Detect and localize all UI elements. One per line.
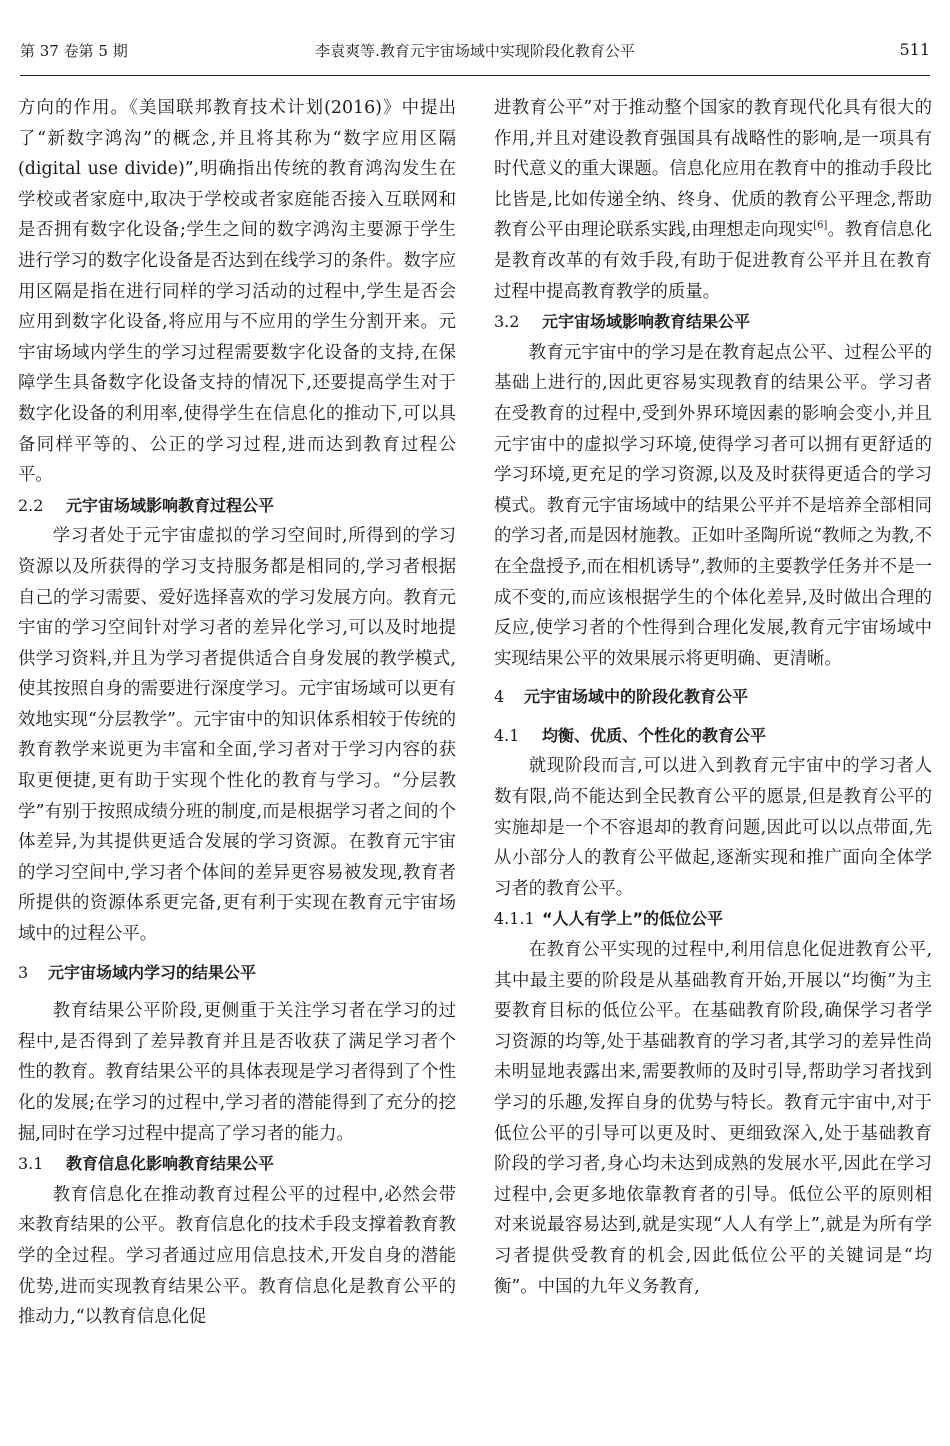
running-title: 李袁爽等.教育元宇宙场域中实现阶段化教育公平 <box>315 42 635 60</box>
header-rule <box>20 75 930 76</box>
paragraph-low-level-fairness: 在教育公平实现的过程中,利用信息化促进教育公平,其中最主要的阶段是从基础教育开始,开展以“均衡”为主要教育目标的低位公平。在基础教育阶段,确保学习者学习资源的均等,处于基础教育的学习者,其学习的差异性尚未明显地表露出来,需要教师的及时引导,帮助学习者找到学习的乐趣,发挥自身的优势与特长。教育元宇宙中,对于低位公平的引导可以更及时、更细致深入,处于基础教育阶段的学习者,身心均未达到成熟的发展水平,因此在学习过程中,会更多地依靠教育者的引导。低位公平的原则相对来说最容易达到,就是实现“人人有学上”,就是为所有学习者提供受教育的机会,因此低位公平的关键词是“均衡”。中国的九年义务教育, <box>494 940 932 1297</box>
paragraph-result-fairness-intro: 教育结果公平阶段,更侧重于关注学习者在学习的过程中,是否得到了差异教育并且是否收获了满足学习者个性的教育。教育结果公平的具体表现是学习者得到了个性化的发展;在学习的过程中,学习者的潜能得到了充分的挖掘,同时在学习过程中提高了学习者的能力。 <box>18 1001 456 1144</box>
running-header <box>20 40 930 72</box>
section-title: 元宇宙场域影响教育结果公平 <box>542 312 751 332</box>
right-column <box>494 93 932 1302</box>
section-number: 3.2 <box>494 312 520 332</box>
citation-ref: [6] <box>813 220 828 232</box>
section-number: 3 <box>18 962 29 982</box>
journal-volume-issue: 第 37 卷第 5 期 <box>20 42 128 60</box>
section-heading-4-1 <box>494 721 932 752</box>
section-title: 教育信息化影响教育结果公平 <box>66 1154 275 1174</box>
section-title: 元宇宙场域影响教育过程公平 <box>66 495 275 515</box>
paragraph-digital-use-divide: 方向的作用。《美国联邦教育技术计划(2016)》中提出了“新数字鸿沟”的概念,并且将其称为“数字应用区隔(digital use divide)”,明确指出传统的教育鸿沟发生在学校或者家庭中,取决于学校或者家庭能否接入互联网和是否拥有数字化设备;学生之间的数字鸿沟主要源于学生进行学习的数字化设备是否达到在线学习的条件。数字应用区隔是指在进行同样的学习活动的过程中,学生是否会应用到数字化设备,将应用与不应用的学生分割开来。元宇宙场域内学生的学习过程需要数字化设备的支持,在保障学生具备数字化设备支持的情况下,还要提高学生对于数字化设备的利用率,使得学生在信息化的推动下,可以具备同样平等的、公正的学习过程,进而达到教育过程公平。 <box>18 98 456 486</box>
section-heading-4 <box>494 682 932 713</box>
left-column <box>18 93 456 1333</box>
section-heading-4-1-1 <box>494 904 932 935</box>
section-number: 2.2 <box>18 495 44 515</box>
section-heading-3-2 <box>494 307 932 338</box>
paragraph-staged-fairness: 就现阶段而言,可以进入到教育元宇宙中的学习者人数有限,尚不能达到全民教育公平的愿景,但是教育公平的实施却是一个不容退却的教育问题,因此可以以点带面,先从小部分人的教育公平做起,逐渐实现和推广面向全体学习者的教育公平。 <box>494 756 932 899</box>
section-number: 3.1 <box>18 1154 44 1174</box>
section-heading-3-1 <box>18 1149 456 1180</box>
paragraph-process-fairness: 学习者处于元宇宙虚拟的学习空间时,所得到的学习资源以及所获得的学习支持服务都是相同的,学习者根据自己的学习需要、爱好选择喜欢的学习发展方向。教育元宇宙的学习空间针对学习者的差异化学习,可以及时地提供学习资料,并且为学习者提供适合自身发展的教学模式,使其按照自身的需要进行深度学习。元宇宙场域可以更有效地实现“分层教学”。元宇宙中的知识体系相较于传统的教育教学来说更为丰富和全面,学习者对于学习内容的获取更便捷,更有助于实现个性化的教育与学习。“分层教学”有别于按照成绩分班的制度,而是根据学习者之间的个体差异,为其提供更适合发展的学习资源。在教育元宇宙的学习空间中,学习者个体间的差异更容易被发现,教育者所提供的资源体系更完备,更有利于实现在教育元宇宙场域中的过程公平。 <box>18 526 456 945</box>
section-heading-2-2 <box>18 491 456 522</box>
paragraph-informatization-continued: 进教育公平”对于推动整个国家的教育现代化具有很大的作用,并且对建设教育强国具有战略性的影响,是一项具有时代意义的重大课题。信息化应用在教育中的推动手段比比皆是,比如传递全纳、终身、优质的教育公平理念,帮助教育公平由理论联系实践,由理想走向现实[6]。教育信息化是教育改革的有效手段,有助于促进教育公平并且在教育过程中提高教育教学的质量。 <box>494 98 932 302</box>
section-title: 元宇宙场域内学习的结果公平 <box>48 962 257 982</box>
paragraph-metaverse-result-fairness: 教育元宇宙中的学习是在教育起点公平、过程公平的基础上进行的,因此更容易实现教育的结果公平。学习者在受教育的过程中,受到外界环境因素的影响会变小,并且元宇宙中的虚拟学习环境,使得学习者可以拥有更舒适的学习环境,更充足的学习资源,以及及时获得更适合的学习模式。教育元宇宙场域中的结果公平并不是培养全部相同的学习者,而是因材施教。正如叶圣陶所说“教师之为教,不在全盘授予,而在相机诱导”,教师的主要教学任务并不是一成不变的,而应该根据学生的个体化差异,及时做出合理的反应,使学习者的个性得到合理化发展,教育元宇宙场域中实现结果公平的效果展示将更明确、更清晰。 <box>494 342 932 669</box>
page-number: 511 <box>899 40 930 59</box>
section-number: 4.1.1 <box>494 909 535 929</box>
section-title: “人人有学上”的低位公平 <box>542 909 724 929</box>
paragraph-informatization: 教育信息化在推动教育过程公平的过程中,必然会带来教育结果的公平。教育信息化的技术手段支撑着教育教学的全过程。学习者通过应用信息技术,开发自身的潜能优势,进而实现教育结果公平。教育信息化是教育公平的推动力,“以教育信息化促 <box>18 1184 456 1328</box>
section-title: 元宇宙场域中的阶段化教育公平 <box>524 687 749 707</box>
section-number: 4 <box>494 687 505 707</box>
section-number: 4.1 <box>494 725 520 745</box>
section-heading-3 <box>18 958 456 989</box>
section-title: 均衡、优质、个性化的教育公平 <box>542 725 767 745</box>
